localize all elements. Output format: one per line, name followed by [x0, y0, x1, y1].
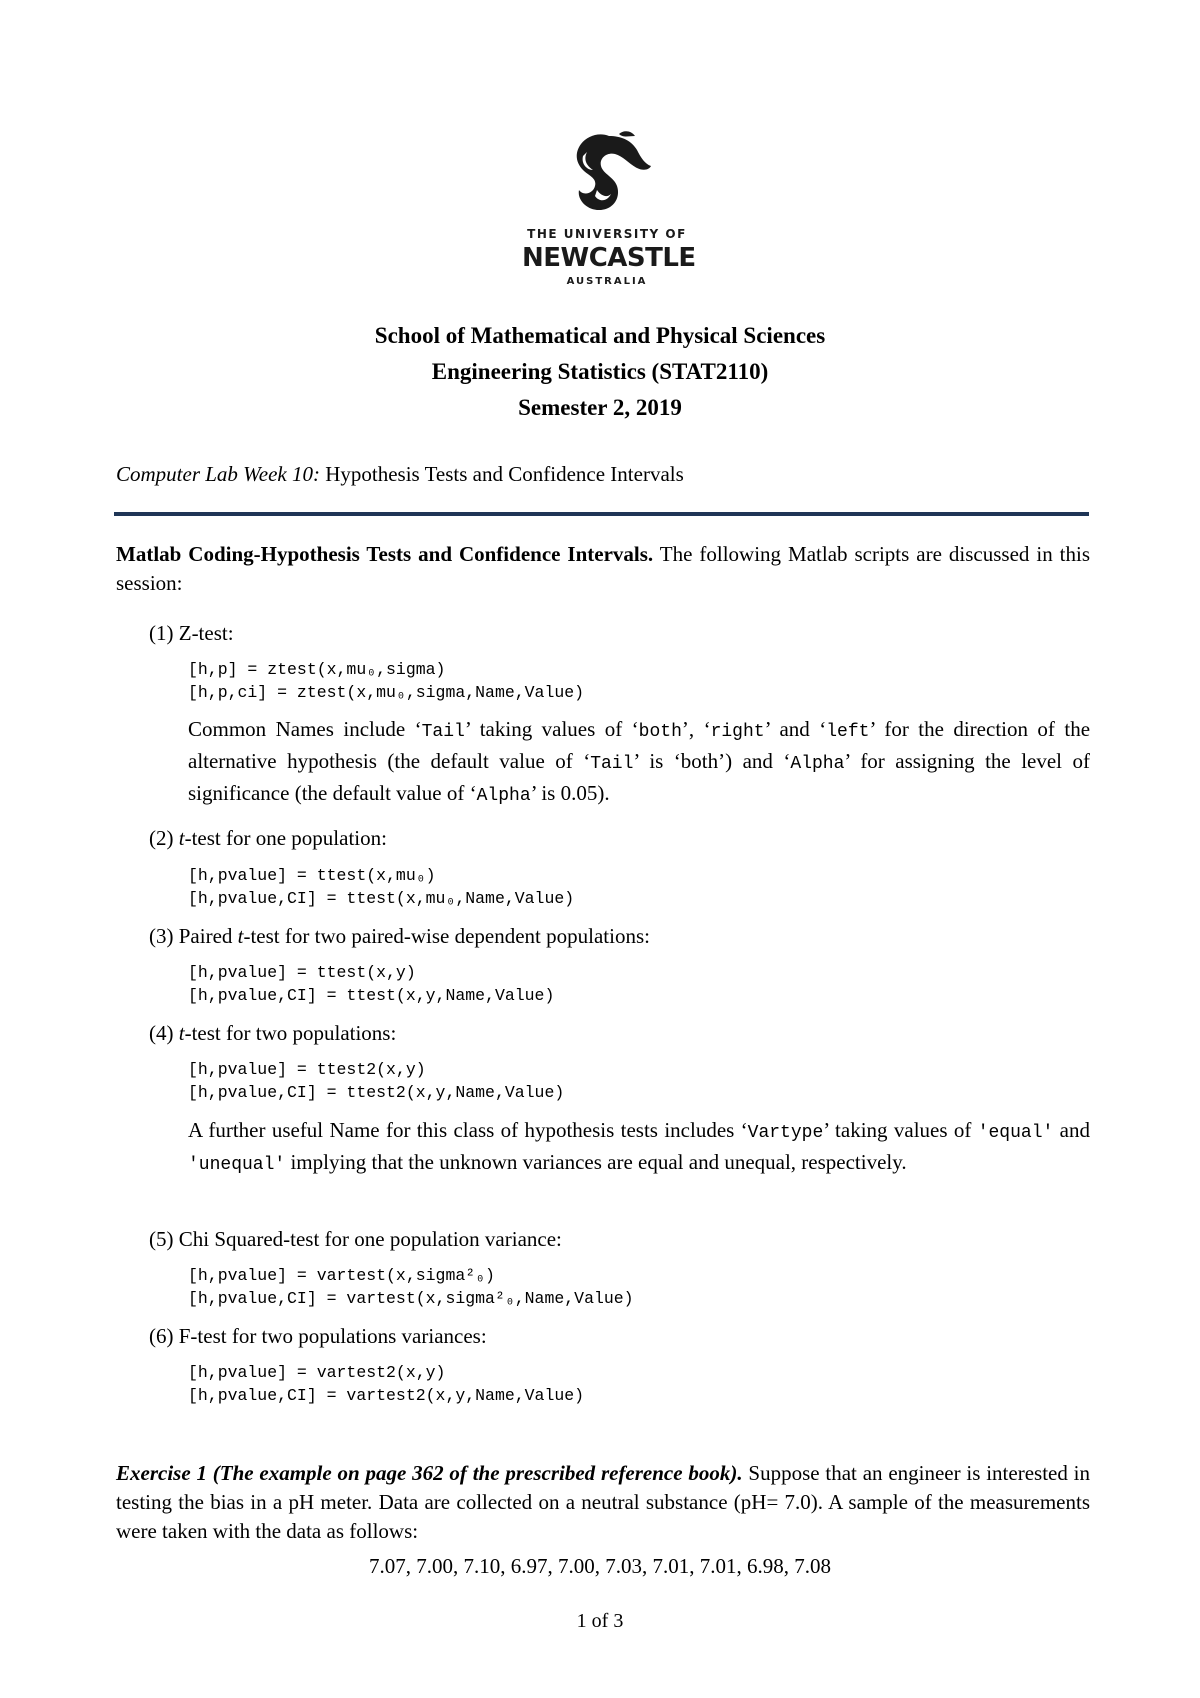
note-text: ’ and ‘	[764, 717, 827, 741]
logo-text-line3: AUSTRALIA	[566, 276, 648, 287]
code-block-paired-ttest	[188, 961, 554, 1007]
item-italic-t: t	[178, 826, 185, 850]
lab-subtitle-text: Hypothesis Tests and Confidence Intervals	[319, 462, 684, 486]
intro-bold: Matlab Coding-Hypothesis Tests and Confidence Intervals.	[116, 542, 654, 566]
note-text: implying that the unknown variances are equal and unequal, respectively.	[285, 1150, 907, 1174]
code-block-ttest-one	[188, 864, 574, 910]
intro-paragraph	[116, 540, 1090, 598]
code-line: [h,pvalue] = vartest2(x,y)	[188, 1363, 446, 1382]
code-block-chi-squared	[188, 1264, 634, 1310]
item-text: -test for two paired-wise dependent populations:	[243, 924, 650, 948]
code-line: [h,pvalue,CI] = ttest(x,mu₀,Name,Value)	[188, 889, 575, 908]
semester-heading: Semester 2, 2019	[518, 395, 682, 420]
item-number: (2)	[149, 826, 179, 850]
lab-subtitle	[116, 462, 684, 487]
code-line: [h,pvalue,CI] = vartest2(x,y,Name,Value)	[188, 1386, 585, 1405]
code-line: [h,pvalue] = vartest(x,sigma²₀)	[188, 1266, 495, 1285]
code-block-ztest	[188, 658, 584, 704]
item-ztest-label: (1) Z-test:	[149, 621, 234, 645]
code-line: [h,pvalue] = ttest(x,mu₀)	[188, 866, 436, 885]
note-text: A further useful Name for this class of hypothesis tests includes ‘	[188, 1118, 748, 1142]
logo-text-line2: NEWCASTLE	[522, 243, 696, 273]
code-line: [h,pvalue] = ttest2(x,y)	[188, 1060, 426, 1079]
item-number: (3) Paired	[149, 924, 238, 948]
note-text: ’ taking values of ‘	[464, 717, 639, 741]
lab-subtitle-prefix: Computer Lab Week 10:	[116, 462, 320, 486]
ztest-note	[188, 715, 1090, 811]
note-text: ’, ‘	[681, 717, 711, 741]
item-text: -test for one population:	[184, 826, 387, 850]
item-italic-t: t	[178, 1021, 185, 1045]
intro-text: The following Matlab scripts are discussed in this session:	[116, 542, 1091, 595]
note-code: right	[710, 722, 765, 742]
note-text: ’ taking values of	[823, 1118, 978, 1142]
code-line: [h,pvalue,CI] = ttest2(x,y,Name,Value)	[188, 1083, 565, 1102]
ttest-two-note	[188, 1116, 1090, 1180]
item-paired-ttest-label	[149, 924, 650, 949]
item-ttest-two-label	[149, 1021, 396, 1046]
code-block-ftest	[188, 1361, 584, 1407]
note-code: 'unequal'	[188, 1155, 286, 1175]
university-logo	[522, 130, 696, 295]
note-code: Alpha	[476, 786, 531, 806]
item-number: (4)	[149, 1021, 179, 1045]
note-text: ’ for the direction of the alternative hypothesis (the default value of ‘	[188, 717, 1091, 773]
code-line: [h,p,ci] = ztest(x,mu₀,sigma,Name,Value)	[188, 683, 585, 702]
seahorse-emblem-icon	[557, 130, 657, 222]
code-block-ttest-two	[188, 1058, 564, 1104]
item-chi-squared-label: (5) Chi Squared-test for one population variance:	[149, 1227, 562, 1251]
item-text: -test for two populations:	[184, 1021, 397, 1045]
note-text: ’ is ‘both’) and ‘	[633, 749, 791, 773]
note-text: ’ for assigning the level of significance (the default value of ‘	[188, 749, 1090, 805]
note-code: Vartype	[747, 1123, 824, 1143]
course-heading: Engineering Statistics (STAT2110)	[431, 359, 769, 384]
code-line: [h,pvalue,CI] = ttest(x,y,Name,Value)	[188, 986, 555, 1005]
school-heading: School of Mathematical and Physical Sciences	[374, 323, 826, 348]
note-code: Tail	[421, 722, 465, 742]
exercise-data: 7.07, 7.00, 7.10, 6.97, 7.00, 7.03, 7.01, 7.01, 6.98, 7.08	[369, 1554, 831, 1578]
note-code: Alpha	[790, 754, 845, 774]
note-text: Common Names include ‘	[188, 717, 422, 741]
logo-text-line1: THE UNIVERSITY OF	[527, 227, 687, 241]
exercise-paragraph	[116, 1459, 1090, 1546]
item-ftest-label: (6) F-test for two populations variances:	[149, 1324, 487, 1348]
code-line: [h,pvalue,CI] = vartest(x,sigma²₀,Name,Value)	[188, 1289, 634, 1308]
note-text: ’ is 0.05).	[530, 781, 610, 805]
page-number: 1 of 3	[576, 1610, 624, 1632]
code-line: [h,pvalue] = ttest(x,y)	[188, 963, 416, 982]
note-code: 'equal'	[977, 1123, 1054, 1143]
note-code: both	[638, 722, 682, 742]
note-code: Tail	[590, 754, 634, 774]
note-text: and	[1053, 1118, 1090, 1142]
exercise-heading: Exercise 1 (The example on page 362 of the prescribed reference book).	[116, 1461, 743, 1485]
note-code: left	[826, 722, 870, 742]
code-line: [h,p] = ztest(x,mu₀,sigma)	[188, 660, 446, 679]
item-ttest-one-label	[149, 826, 387, 851]
item-italic-t: t	[237, 924, 244, 948]
header-divider	[114, 512, 1089, 516]
exercise-text: Suppose that an engineer is interested in testing the bias in a pH meter. Data are collected on a neutral substance (pH= 7.0). A sample of the measurements were taken with the data as follows:	[116, 1461, 1090, 1543]
